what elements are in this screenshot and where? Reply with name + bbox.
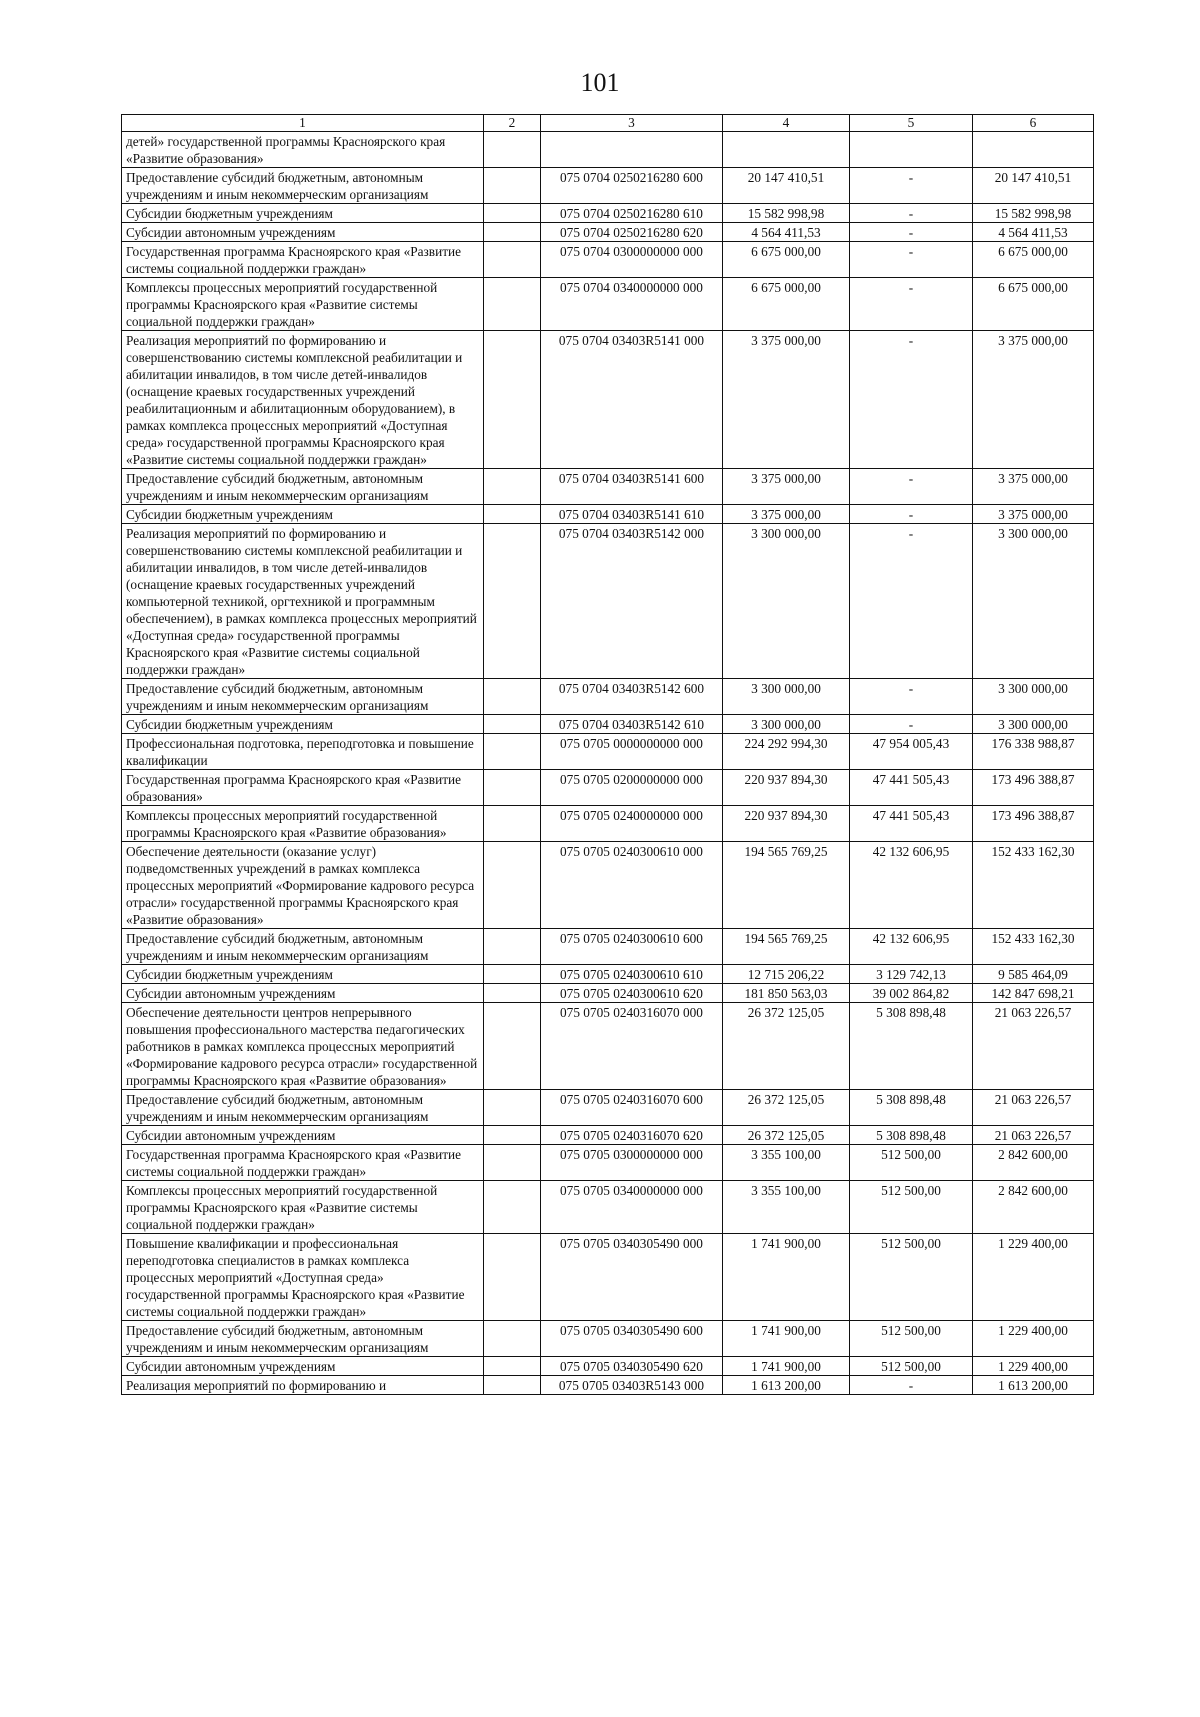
row-col2-cell bbox=[484, 1145, 541, 1181]
row-col2-cell bbox=[484, 929, 541, 965]
row-name-cell: Комплексы процессных мероприятий государственной программы Красноярского края «Развитие системы социальной поддержки граждан» bbox=[122, 1181, 484, 1234]
table-row bbox=[122, 1376, 1094, 1395]
row-col2-cell bbox=[484, 223, 541, 242]
row-col5-cell: - bbox=[850, 278, 973, 331]
row-total-cell: 194 565 769,25 bbox=[723, 929, 850, 965]
header-cell-3: 3 bbox=[541, 115, 723, 132]
row-name-cell: Обеспечение деятельности (оказание услуг) подведомственных учреждений в рамках комплекса процессных мероприятий «Формирование кадрового ресурса отрасли» государственной программы Красноярского края «Развитие образования» bbox=[122, 842, 484, 929]
row-col5-cell: 512 500,00 bbox=[850, 1321, 973, 1357]
row-total-cell: 3 355 100,00 bbox=[723, 1181, 850, 1234]
row-code-cell: 075 0704 0250216280 620 bbox=[541, 223, 723, 242]
row-total-cell: 181 850 563,03 bbox=[723, 984, 850, 1003]
row-total-cell: 1 741 900,00 bbox=[723, 1234, 850, 1321]
row-name-cell: Комплексы процессных мероприятий государственной программы Красноярского края «Развитие образования» bbox=[122, 806, 484, 842]
row-name-cell: Субсидии бюджетным учреждениям bbox=[122, 715, 484, 734]
row-col5-cell: 47 441 505,43 bbox=[850, 806, 973, 842]
row-total-cell: 3 375 000,00 bbox=[723, 469, 850, 505]
row-col6-cell: 6 675 000,00 bbox=[973, 278, 1094, 331]
row-col2-cell bbox=[484, 1376, 541, 1395]
row-code-cell: 075 0705 0240300610 610 bbox=[541, 965, 723, 984]
row-code-cell: 075 0705 0240316070 620 bbox=[541, 1126, 723, 1145]
row-name-cell: Субсидии автономным учреждениям bbox=[122, 1357, 484, 1376]
page-number: 101 bbox=[580, 68, 620, 97]
row-total-cell: 1 741 900,00 bbox=[723, 1321, 850, 1357]
row-total-cell bbox=[723, 132, 850, 168]
row-col5-cell: - bbox=[850, 331, 973, 469]
row-col2-cell bbox=[484, 1321, 541, 1357]
table-row bbox=[122, 505, 1094, 524]
table-row bbox=[122, 132, 1094, 168]
row-col5-cell: - bbox=[850, 242, 973, 278]
row-col6-cell: 3 375 000,00 bbox=[973, 469, 1094, 505]
row-col6-cell: 21 063 226,57 bbox=[973, 1126, 1094, 1145]
row-name-cell: Субсидии автономным учреждениям bbox=[122, 984, 484, 1003]
table-row bbox=[122, 242, 1094, 278]
row-col2-cell bbox=[484, 204, 541, 223]
row-col2-cell bbox=[484, 331, 541, 469]
row-name-cell: детей» государственной программы Красноярского края «Развитие образования» bbox=[122, 132, 484, 168]
row-col5-cell: 512 500,00 bbox=[850, 1234, 973, 1321]
row-total-cell: 20 147 410,51 bbox=[723, 168, 850, 204]
row-total-cell: 3 300 000,00 bbox=[723, 679, 850, 715]
row-name-cell: Субсидии бюджетным учреждениям bbox=[122, 204, 484, 223]
row-code-cell: 075 0705 0240316070 000 bbox=[541, 1003, 723, 1090]
row-code-cell: 075 0705 0240000000 000 bbox=[541, 806, 723, 842]
row-col6-cell: 152 433 162,30 bbox=[973, 842, 1094, 929]
budget-table bbox=[121, 114, 1094, 1395]
row-col2-cell bbox=[484, 132, 541, 168]
row-col5-cell: - bbox=[850, 1376, 973, 1395]
table-row bbox=[122, 1003, 1094, 1090]
table-row bbox=[122, 524, 1094, 679]
row-total-cell: 26 372 125,05 bbox=[723, 1003, 850, 1090]
row-col6-cell: 15 582 998,98 bbox=[973, 204, 1094, 223]
row-col5-cell: 5 308 898,48 bbox=[850, 1090, 973, 1126]
row-col5-cell: 47 441 505,43 bbox=[850, 770, 973, 806]
row-total-cell: 4 564 411,53 bbox=[723, 223, 850, 242]
row-col5-cell: 5 308 898,48 bbox=[850, 1126, 973, 1145]
row-col5-cell: - bbox=[850, 505, 973, 524]
row-total-cell: 12 715 206,22 bbox=[723, 965, 850, 984]
row-code-cell: 075 0705 0340305490 620 bbox=[541, 1357, 723, 1376]
row-col5-cell: 3 129 742,13 bbox=[850, 965, 973, 984]
row-code-cell: 075 0705 0340305490 600 bbox=[541, 1321, 723, 1357]
row-col6-cell: 3 300 000,00 bbox=[973, 679, 1094, 715]
row-name-cell: Комплексы процессных мероприятий государственной программы Красноярского края «Развитие системы социальной поддержки граждан» bbox=[122, 278, 484, 331]
header-cell-6: 6 bbox=[973, 115, 1094, 132]
row-total-cell: 220 937 894,30 bbox=[723, 770, 850, 806]
table-row bbox=[122, 715, 1094, 734]
table-row bbox=[122, 1181, 1094, 1234]
row-col5-cell: - bbox=[850, 524, 973, 679]
row-name-cell: Реализация мероприятий по формированию и совершенствованию системы комплексной реабилитации и абилитации инвалидов, в том числе детей-инвалидов (оснащение краевых государственных учреждений реабилитационным и абилитационным оборудованием), в рамках комплекса процессных мероприятий «Доступная среда» государственной программы Красноярского края «Развитие системы социальной поддержки граждан» bbox=[122, 331, 484, 469]
row-col6-cell: 1 229 400,00 bbox=[973, 1357, 1094, 1376]
table-row bbox=[122, 1145, 1094, 1181]
table-row bbox=[122, 984, 1094, 1003]
row-col2-cell bbox=[484, 469, 541, 505]
row-total-cell: 1 613 200,00 bbox=[723, 1376, 850, 1395]
table-row bbox=[122, 1357, 1094, 1376]
row-col2-cell bbox=[484, 1090, 541, 1126]
row-col2-cell bbox=[484, 524, 541, 679]
row-col6-cell: 4 564 411,53 bbox=[973, 223, 1094, 242]
row-total-cell: 220 937 894,30 bbox=[723, 806, 850, 842]
table-row bbox=[122, 1090, 1094, 1126]
row-code-cell: 075 0705 0340305490 000 bbox=[541, 1234, 723, 1321]
row-col5-cell: 5 308 898,48 bbox=[850, 1003, 973, 1090]
table-row bbox=[122, 168, 1094, 204]
row-name-cell: Государственная программа Красноярского края «Развитие системы социальной поддержки граждан» bbox=[122, 242, 484, 278]
row-name-cell: Государственная программа Красноярского края «Развитие образования» bbox=[122, 770, 484, 806]
row-col5-cell: 512 500,00 bbox=[850, 1145, 973, 1181]
row-code-cell: 075 0705 0240300610 000 bbox=[541, 842, 723, 929]
row-col6-cell: 9 585 464,09 bbox=[973, 965, 1094, 984]
row-col6-cell: 142 847 698,21 bbox=[973, 984, 1094, 1003]
row-col2-cell bbox=[484, 770, 541, 806]
table-row bbox=[122, 223, 1094, 242]
row-total-cell: 3 300 000,00 bbox=[723, 524, 850, 679]
row-col5-cell: - bbox=[850, 679, 973, 715]
table-body bbox=[122, 132, 1094, 1395]
row-code-cell: 075 0704 0300000000 000 bbox=[541, 242, 723, 278]
table-row bbox=[122, 331, 1094, 469]
row-col6-cell: 3 375 000,00 bbox=[973, 331, 1094, 469]
row-col6-cell: 3 300 000,00 bbox=[973, 715, 1094, 734]
row-code-cell: 075 0705 0240316070 600 bbox=[541, 1090, 723, 1126]
table-row bbox=[122, 1321, 1094, 1357]
row-col5-cell: - bbox=[850, 223, 973, 242]
row-col6-cell: 6 675 000,00 bbox=[973, 242, 1094, 278]
row-name-cell: Реализация мероприятий по формированию и совершенствованию системы комплексной реабилитации и абилитации инвалидов, в том числе детей-инвалидов (оснащение краевых государственных учреждений компьютерной техникой, оргтехникой и программным обеспечением), в рамках комплекса процессных мероприятий «Доступная среда» государственной программы Красноярского края «Развитие системы социальной поддержки граждан» bbox=[122, 524, 484, 679]
row-name-cell: Предоставление субсидий бюджетным, автономным учреждениям и иным некоммерческим организациям bbox=[122, 1090, 484, 1126]
row-name-cell: Обеспечение деятельности центров непрерывного повышения профессионального мастерства педагогических работников в рамках комплекса процессных мероприятий «Формирование кадрового ресурса отрасли» государственной программы Красноярского края «Развитие образования» bbox=[122, 1003, 484, 1090]
header-row bbox=[122, 115, 1094, 132]
header-cell-4: 4 bbox=[723, 115, 850, 132]
row-total-cell: 15 582 998,98 bbox=[723, 204, 850, 223]
row-col2-cell bbox=[484, 965, 541, 984]
row-name-cell: Субсидии автономным учреждениям bbox=[122, 1126, 484, 1145]
row-col2-cell bbox=[484, 842, 541, 929]
row-col2-cell bbox=[484, 715, 541, 734]
row-col6-cell: 21 063 226,57 bbox=[973, 1090, 1094, 1126]
row-col6-cell: 2 842 600,00 bbox=[973, 1145, 1094, 1181]
header-cell-2: 2 bbox=[484, 115, 541, 132]
row-col2-cell bbox=[484, 734, 541, 770]
row-name-cell: Предоставление субсидий бюджетным, автономным учреждениям и иным некоммерческим организациям bbox=[122, 679, 484, 715]
row-code-cell: 075 0704 03403R5141 610 bbox=[541, 505, 723, 524]
row-col2-cell bbox=[484, 984, 541, 1003]
row-col5-cell: 42 132 606,95 bbox=[850, 929, 973, 965]
row-name-cell: Субсидии автономным учреждениям bbox=[122, 223, 484, 242]
row-col6-cell: 3 375 000,00 bbox=[973, 505, 1094, 524]
row-col6-cell: 1 613 200,00 bbox=[973, 1376, 1094, 1395]
row-col5-cell: 42 132 606,95 bbox=[850, 842, 973, 929]
row-col2-cell bbox=[484, 278, 541, 331]
row-code-cell: 075 0704 03403R5142 600 bbox=[541, 679, 723, 715]
row-col5-cell: 512 500,00 bbox=[850, 1357, 973, 1376]
row-name-cell: Государственная программа Красноярского края «Развитие системы социальной поддержки граждан» bbox=[122, 1145, 484, 1181]
row-code-cell: 075 0705 0200000000 000 bbox=[541, 770, 723, 806]
row-col6-cell bbox=[973, 132, 1094, 168]
row-col5-cell: 47 954 005,43 bbox=[850, 734, 973, 770]
row-col6-cell: 21 063 226,57 bbox=[973, 1003, 1094, 1090]
row-name-cell: Реализация мероприятий по формированию и bbox=[122, 1376, 484, 1395]
row-col2-cell bbox=[484, 1357, 541, 1376]
row-code-cell: 075 0704 0250216280 610 bbox=[541, 204, 723, 223]
row-col5-cell: - bbox=[850, 204, 973, 223]
table-row bbox=[122, 806, 1094, 842]
row-total-cell: 194 565 769,25 bbox=[723, 842, 850, 929]
row-code-cell: 075 0705 0300000000 000 bbox=[541, 1145, 723, 1181]
row-code-cell: 075 0704 03403R5141 600 bbox=[541, 469, 723, 505]
row-col6-cell: 152 433 162,30 bbox=[973, 929, 1094, 965]
row-name-cell: Предоставление субсидий бюджетным, автономным учреждениям и иным некоммерческим организациям bbox=[122, 1321, 484, 1357]
row-total-cell: 3 375 000,00 bbox=[723, 331, 850, 469]
row-col2-cell bbox=[484, 505, 541, 524]
row-code-cell bbox=[541, 132, 723, 168]
row-col5-cell: 39 002 864,82 bbox=[850, 984, 973, 1003]
row-total-cell: 26 372 125,05 bbox=[723, 1126, 850, 1145]
row-total-cell: 3 300 000,00 bbox=[723, 715, 850, 734]
row-total-cell: 3 355 100,00 bbox=[723, 1145, 850, 1181]
row-code-cell: 075 0705 0000000000 000 bbox=[541, 734, 723, 770]
table-row bbox=[122, 204, 1094, 223]
row-code-cell: 075 0704 0250216280 600 bbox=[541, 168, 723, 204]
row-name-cell: Предоставление субсидий бюджетным, автономным учреждениям и иным некоммерческим организациям bbox=[122, 469, 484, 505]
row-col6-cell: 1 229 400,00 bbox=[973, 1234, 1094, 1321]
header-cell-5: 5 bbox=[850, 115, 973, 132]
table-row bbox=[122, 965, 1094, 984]
row-col5-cell: - bbox=[850, 469, 973, 505]
row-col5-cell: - bbox=[850, 168, 973, 204]
table-row bbox=[122, 770, 1094, 806]
row-name-cell: Предоставление субсидий бюджетным, автономным учреждениям и иным некоммерческим организациям bbox=[122, 929, 484, 965]
row-total-cell: 1 741 900,00 bbox=[723, 1357, 850, 1376]
row-code-cell: 075 0704 0340000000 000 bbox=[541, 278, 723, 331]
table-row bbox=[122, 469, 1094, 505]
table-row bbox=[122, 679, 1094, 715]
row-name-cell: Профессиональная подготовка, переподготовка и повышение квалификации bbox=[122, 734, 484, 770]
row-col6-cell: 3 300 000,00 bbox=[973, 524, 1094, 679]
row-col2-cell bbox=[484, 1126, 541, 1145]
row-col6-cell: 20 147 410,51 bbox=[973, 168, 1094, 204]
row-col6-cell: 2 842 600,00 bbox=[973, 1181, 1094, 1234]
row-total-cell: 3 375 000,00 bbox=[723, 505, 850, 524]
row-total-cell: 6 675 000,00 bbox=[723, 242, 850, 278]
row-code-cell: 075 0705 0240300610 620 bbox=[541, 984, 723, 1003]
row-code-cell: 075 0704 03403R5141 000 bbox=[541, 331, 723, 469]
row-name-cell: Субсидии бюджетным учреждениям bbox=[122, 505, 484, 524]
row-col6-cell: 173 496 388,87 bbox=[973, 806, 1094, 842]
row-name-cell: Повышение квалификации и профессиональная переподготовка специалистов в рамках комплекса процессных мероприятий «Доступная среда» государственной программы Красноярского края «Развитие системы социальной поддержки граждан» bbox=[122, 1234, 484, 1321]
row-total-cell: 6 675 000,00 bbox=[723, 278, 850, 331]
header-cell-1: 1 bbox=[122, 115, 484, 132]
row-name-cell: Предоставление субсидий бюджетным, автономным учреждениям и иным некоммерческим организациям bbox=[122, 168, 484, 204]
row-col6-cell: 173 496 388,87 bbox=[973, 770, 1094, 806]
table-header bbox=[122, 115, 1094, 132]
row-col2-cell bbox=[484, 1181, 541, 1234]
table-row bbox=[122, 278, 1094, 331]
table-row bbox=[122, 1126, 1094, 1145]
table-row bbox=[122, 929, 1094, 965]
row-col2-cell bbox=[484, 806, 541, 842]
row-col2-cell bbox=[484, 679, 541, 715]
row-code-cell: 075 0704 03403R5142 610 bbox=[541, 715, 723, 734]
row-col6-cell: 1 229 400,00 bbox=[973, 1321, 1094, 1357]
row-name-cell: Субсидии бюджетным учреждениям bbox=[122, 965, 484, 984]
row-col2-cell bbox=[484, 1234, 541, 1321]
table-row bbox=[122, 734, 1094, 770]
row-col2-cell bbox=[484, 242, 541, 278]
row-code-cell: 075 0705 03403R5143 000 bbox=[541, 1376, 723, 1395]
row-col6-cell: 176 338 988,87 bbox=[973, 734, 1094, 770]
table-row bbox=[122, 842, 1094, 929]
row-code-cell: 075 0704 03403R5142 000 bbox=[541, 524, 723, 679]
row-col5-cell: - bbox=[850, 715, 973, 734]
row-total-cell: 26 372 125,05 bbox=[723, 1090, 850, 1126]
row-col2-cell bbox=[484, 168, 541, 204]
row-total-cell: 224 292 994,30 bbox=[723, 734, 850, 770]
row-col2-cell bbox=[484, 1003, 541, 1090]
row-col5-cell bbox=[850, 132, 973, 168]
table-row bbox=[122, 1234, 1094, 1321]
row-col5-cell: 512 500,00 bbox=[850, 1181, 973, 1234]
row-code-cell: 075 0705 0340000000 000 bbox=[541, 1181, 723, 1234]
row-code-cell: 075 0705 0240300610 600 bbox=[541, 929, 723, 965]
